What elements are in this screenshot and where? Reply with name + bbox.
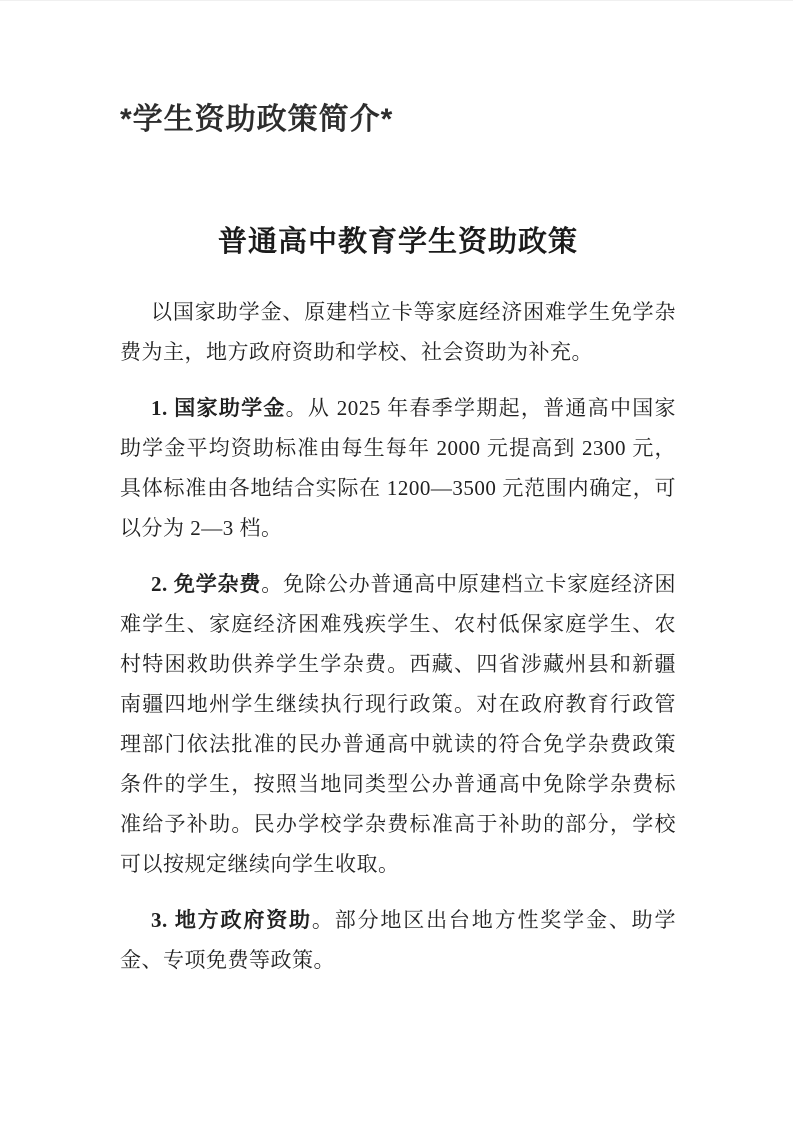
paragraph-lead-bold: 2. 免学杂费 [151, 572, 262, 596]
paragraph-text: 以国家助学金、原建档立卡等家庭经济困难学生免学杂费为主，地方政府资助和学校、社会资助为补充。 [120, 300, 676, 364]
paragraph-text: 。部分地区出台地方性奖学金、助学金、专项免费等政策。 [120, 908, 677, 972]
body-paragraph [120, 388, 676, 548]
paragraph-lead-bold: 3. 地方政府资助 [151, 908, 312, 932]
paragraph-text: 。免除公办普通高中原建档立卡家庭经济困难学生、家庭经济困难残疾学生、农村低保家庭学生、农村特困救助供养学生学杂费。西藏、四省涉藏州县和新疆南疆四地州学生继续执行现行政策。对在政府教育行政管理部门依法批准的民办普通高中就读的符合免学杂费政策条件的学生，按照当地同类型公办普通高中免除学杂费标准给予补助。民办学校学杂费标准高于补助的部分，学校可以按规定继续向学生收取。 [120, 572, 677, 876]
section-heading: 普通高中教育学生资助政策 [217, 226, 578, 258]
body-paragraph [120, 564, 676, 884]
body-paragraph [120, 292, 676, 372]
document-body [120, 292, 676, 980]
paragraph-text: 。从 2025 年春季学期起，普通高中国家助学金平均资助标准由每生每年 2000 元提高到 2300 元，具体标准由各地结合实际在 1200—3500 元范围内确定，可以分为 2—3 档。 [120, 396, 677, 540]
body-paragraph [120, 900, 676, 980]
paragraph-lead-bold: 1. 国家助学金 [151, 396, 286, 420]
document-title: *学生资助政策简介* [120, 103, 394, 136]
